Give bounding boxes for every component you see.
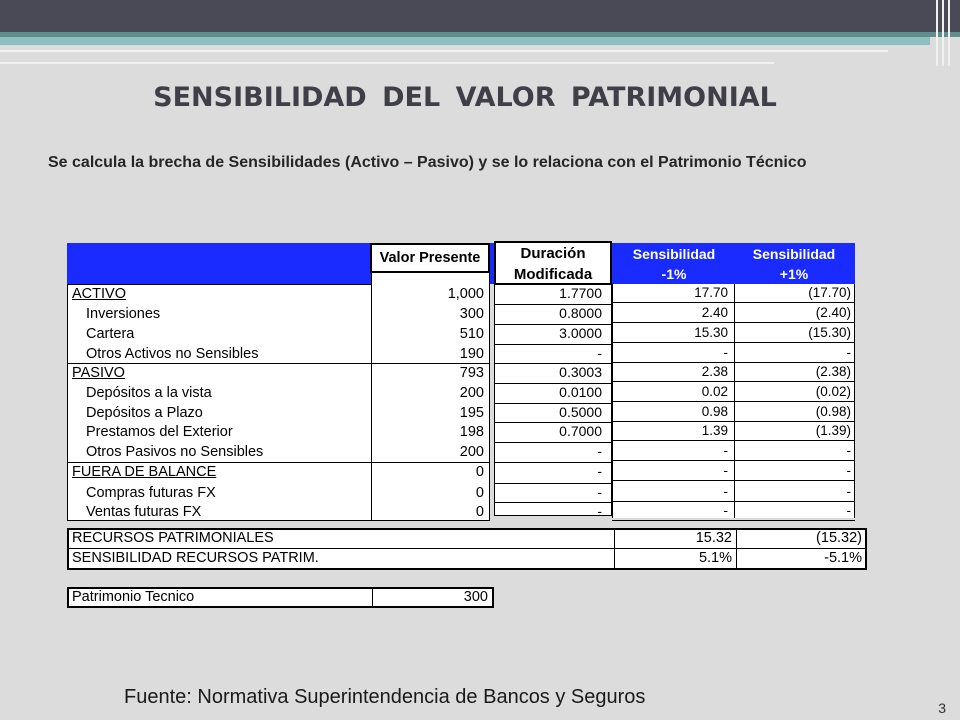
- row-line: [612, 362, 855, 363]
- valor-presente-cell: 0: [475, 504, 484, 520]
- sens-minus-cell: -: [723, 345, 728, 360]
- header-valor-presente: Valor Presente: [370, 243, 490, 273]
- duracion-cell: 1.7700: [559, 285, 602, 301]
- sens-minus-cell: -: [723, 443, 728, 458]
- section-separator: [67, 284, 371, 285]
- duracion-cell: 3.0000: [559, 325, 602, 341]
- header-sens-minus: Sensibilidad -1%: [632, 246, 716, 282]
- row-line: [494, 502, 612, 503]
- page-number: 3: [938, 700, 946, 716]
- summary-value: -5.1%: [824, 550, 862, 566]
- sens-minus-cell: 2.40: [701, 305, 728, 320]
- summary-label: SENSIBILIDAD RECURSOS PATRIM.: [72, 550, 319, 566]
- valor-presente-cell: 200: [459, 444, 484, 460]
- row-line: [612, 501, 855, 502]
- vertical-rule: [948, 0, 950, 66]
- sens-minus-cell: 0.98: [701, 404, 728, 419]
- row-line: [612, 520, 855, 521]
- source-footer: Fuente: Normativa Superintendencia de Bancos y Seguros: [124, 686, 646, 708]
- header-duracion: Duración Modificada: [494, 241, 612, 285]
- row-label: Compras futuras FX: [86, 485, 216, 501]
- row-label: Otros Pasivos no Sensibles: [86, 444, 264, 460]
- sens-plus-cell: -: [846, 484, 851, 499]
- row-label: Ventas futuras FX: [86, 504, 202, 520]
- sens-minus-cell: 0.02: [701, 384, 728, 399]
- sens-minus-cell: -: [723, 503, 728, 518]
- row-line: [494, 324, 612, 325]
- row-line: [494, 483, 612, 484]
- duracion-cell: 0.5000: [559, 404, 602, 420]
- valor-presente-cell: 1,000: [447, 286, 484, 302]
- sens-minus-cell: 17.70: [694, 285, 728, 300]
- summary-value: 5.1%: [698, 550, 732, 566]
- summary-value: (15.32): [816, 530, 862, 546]
- duracion-cell: 0.0100: [559, 384, 602, 400]
- row-line: [494, 422, 612, 423]
- summary-divider: [67, 548, 867, 549]
- valor-presente-cell: 200: [459, 385, 484, 401]
- sens-plus-cell: (0.98): [815, 404, 851, 419]
- row-label: Depósitos a la vista: [86, 385, 212, 401]
- sens-plus-cell: (0.02): [815, 384, 851, 399]
- sens-plus-cell: -: [846, 443, 851, 458]
- section-separator: [67, 462, 490, 463]
- row-line: [494, 403, 612, 404]
- accent-bar-light: [0, 37, 930, 45]
- sens-minus-cell: -: [723, 484, 728, 499]
- duracion-cell: -: [597, 503, 602, 519]
- summary-col-divider: [736, 528, 737, 570]
- sens-minus-cell: 15.30: [694, 325, 728, 340]
- page-subtitle: Se calcula la brecha de Sensibilidades (Activo – Pasivo) y se lo relaciona con el Patrimonio Técnico: [48, 154, 807, 171]
- row-line: [612, 480, 855, 481]
- vertical-rule: [936, 0, 938, 66]
- valor-presente-cell: 510: [459, 326, 484, 342]
- row-line: [612, 440, 855, 441]
- duracion-cell: 0.8000: [559, 305, 602, 321]
- row-line: [612, 342, 855, 343]
- duracion-cell: -: [597, 484, 602, 500]
- row-line: [612, 401, 855, 402]
- row-line: [612, 322, 855, 323]
- sens-plus-cell: -: [846, 463, 851, 478]
- patrimonio-value: 300: [463, 589, 488, 605]
- valor-presente-cell: 300: [459, 306, 484, 322]
- divider-line: [0, 62, 774, 64]
- row-line: [494, 363, 612, 364]
- row-line: [494, 344, 612, 345]
- section-label: PASIVO: [72, 365, 125, 381]
- duracion-cell: -: [597, 345, 602, 361]
- row-line: [494, 304, 612, 305]
- row-label: Inversiones: [86, 306, 161, 322]
- row-line: [612, 460, 855, 461]
- page-title: SENSIBILIDAD DEL VALOR PATRIMONIAL: [153, 82, 777, 113]
- row-line: [612, 421, 855, 422]
- valor-presente-cell: 190: [459, 346, 484, 362]
- divider-line: [0, 50, 888, 52]
- sens-plus-cell: -: [846, 345, 851, 360]
- row-line: [612, 302, 855, 303]
- valor-presente-cell: 195: [459, 405, 484, 421]
- sens-minus-cell: -: [723, 463, 728, 478]
- summary-value: 15.32: [695, 530, 732, 546]
- sens-plus-cell: (15.30): [808, 325, 851, 340]
- valor-presente-cell: 0: [475, 485, 484, 501]
- sens-plus-cell: (2.38): [815, 364, 851, 379]
- duracion-cell: -: [597, 443, 602, 459]
- duracion-cell: -: [597, 463, 602, 479]
- row-line: [494, 442, 612, 443]
- sens-minus-cell: 1.39: [701, 423, 728, 438]
- sens-plus-cell: -: [846, 503, 851, 518]
- sens-plus-cell: (17.70): [808, 285, 851, 300]
- row-line: [494, 462, 612, 463]
- duracion-cell: 0.3003: [559, 364, 602, 380]
- valor-presente-cell: 0: [475, 464, 484, 480]
- top-bar: [0, 0, 960, 32]
- duracion-cell: 0.7000: [559, 423, 602, 439]
- row-line: [612, 381, 855, 382]
- sens-plus-cell: (1.39): [815, 423, 851, 438]
- row-line: [494, 383, 612, 384]
- summary-col-divider: [614, 528, 615, 570]
- row-label: Otros Activos no Sensibles: [86, 346, 259, 362]
- valor-presente-cell: 793: [459, 365, 484, 381]
- section-separator: [67, 363, 490, 364]
- section-label: FUERA DE BALANCE: [72, 464, 217, 480]
- summary-label: RECURSOS PATRIMONIALES: [72, 530, 274, 546]
- valor-presente-cell: 198: [459, 424, 484, 440]
- vertical-rule: [942, 0, 944, 66]
- row-label: Prestamos del Exterior: [86, 424, 233, 440]
- sens-minus-cell: 2.38: [701, 364, 728, 379]
- patrimonio-label: Patrimonio Tecnico: [72, 589, 195, 605]
- patrimonio-divider: [372, 587, 373, 608]
- row-label: Cartera: [86, 326, 135, 342]
- row-label: Depósitos a Plazo: [86, 405, 203, 421]
- section-label: ACTIVO: [72, 286, 126, 302]
- header-sens-plus: Sensibilidad +1%: [752, 246, 836, 282]
- sens-plus-cell: (2.40): [815, 305, 851, 320]
